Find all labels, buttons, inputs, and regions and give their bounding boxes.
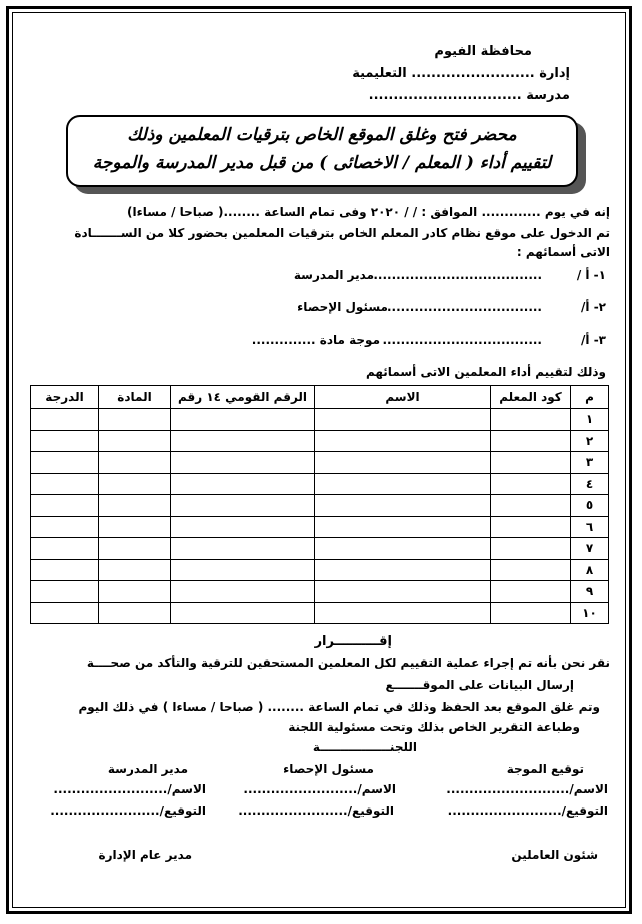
cell-teacher-code[interactable] — [491, 602, 571, 624]
attendee-2-dots: .................................. — [387, 300, 542, 314]
cell-grade[interactable] — [31, 473, 99, 495]
declaration-line-1: نقر نحن بأنه تم إجراء عملية التقييم لكل المعلمين المستحقين للترقية والتأكد من صحــــة — [86, 656, 610, 670]
cell-subject[interactable] — [99, 430, 171, 452]
cell-name[interactable] — [315, 581, 491, 603]
cell-national-id[interactable] — [171, 538, 315, 560]
title-box — [66, 115, 578, 187]
cell-name[interactable] — [315, 602, 491, 624]
declaration-line-2: إرسال البيانات على الموقـــــــع — [385, 678, 574, 692]
footer-general-director: مدير عام الإدارة — [98, 848, 192, 862]
signature-supervisor-sign[interactable]: التوقيع/......................... — [447, 804, 608, 818]
header-national-id: الرقم القومي ١٤ رقم — [171, 386, 315, 409]
cell-teacher-code[interactable] — [491, 538, 571, 560]
header-teacher-code: كود المعلم — [491, 386, 571, 409]
row-number: ١٠ — [571, 602, 609, 624]
cell-national-id[interactable] — [171, 602, 315, 624]
cell-subject[interactable] — [99, 602, 171, 624]
cell-subject[interactable] — [99, 538, 171, 560]
row-number: ٨ — [571, 559, 609, 581]
table-row — [31, 495, 609, 517]
header-subject: المادة — [99, 386, 171, 409]
header-grade: الدرجة — [31, 386, 99, 409]
table-row — [31, 409, 609, 431]
cell-grade[interactable] — [31, 409, 99, 431]
signature-supervisor-title: توقيع الموجة — [506, 762, 584, 776]
row-number: ٤ — [571, 473, 609, 495]
attendee-3-number: ٣- أ/ — [581, 333, 606, 347]
cell-national-id[interactable] — [171, 559, 315, 581]
cell-teacher-code[interactable] — [491, 495, 571, 517]
teachers-table — [30, 385, 609, 624]
cell-subject[interactable] — [99, 495, 171, 517]
table-row — [31, 516, 609, 538]
attendee-1-number: ١- أ / — [576, 268, 606, 282]
signature-statistics-sign[interactable]: التوقيع/........................ — [238, 804, 394, 818]
attendee-3-role: موجة مادة .............. — [251, 333, 380, 347]
attendee-2-number: ٢- أ/ — [581, 300, 606, 314]
cell-subject[interactable] — [99, 559, 171, 581]
declaration-line-3: وتم غلق الموقع بعد الحفظ وذلك في تمام الساعة ........ ( صباحا / مساءا ) في ذلك اليوم — [78, 700, 600, 714]
attendee-1-dots: ..................................... — [373, 268, 542, 282]
declaration-heading: إقــــــــــرار — [314, 634, 392, 649]
cell-grade[interactable] — [31, 538, 99, 560]
cell-grade[interactable] — [31, 581, 99, 603]
cell-national-id[interactable] — [171, 581, 315, 603]
cell-national-id[interactable] — [171, 430, 315, 452]
cell-subject[interactable] — [99, 452, 171, 474]
table-row — [31, 430, 609, 452]
cell-grade[interactable] — [31, 602, 99, 624]
signature-principal-title: مدير المدرسة — [107, 762, 188, 776]
cell-teacher-code[interactable] — [491, 452, 571, 474]
cell-grade[interactable] — [31, 452, 99, 474]
row-number: ٦ — [571, 516, 609, 538]
attendee-1-role: مدير المدرسة — [293, 268, 374, 282]
table-row — [31, 538, 609, 560]
footer-personnel-affairs: شئون العاملين — [511, 848, 598, 862]
row-number: ٩ — [571, 581, 609, 603]
table-row — [31, 581, 609, 603]
cell-subject[interactable] — [99, 473, 171, 495]
signature-statistics-title: مسئول الإحصاء — [283, 762, 374, 776]
table-row — [31, 452, 609, 474]
cell-national-id[interactable] — [171, 473, 315, 495]
cell-grade[interactable] — [31, 430, 99, 452]
cell-teacher-code[interactable] — [491, 409, 571, 431]
cell-subject[interactable] — [99, 581, 171, 603]
table-header-row — [31, 386, 609, 409]
header-name: الاسم — [315, 386, 491, 409]
cell-name[interactable] — [315, 559, 491, 581]
attendee-2-role: مسئول الإحصاء — [297, 300, 388, 314]
cell-grade[interactable] — [31, 559, 99, 581]
declaration-line-4: وطباعة التقرير الخاص بذلك وتحت مسئولية اللجنة — [288, 720, 580, 734]
title-line-1: محضر فتح وغلق الموقع الخاص بترقيات المعلمين وذلك — [127, 125, 517, 145]
cell-subject[interactable] — [99, 516, 171, 538]
row-number: ٧ — [571, 538, 609, 560]
cell-subject[interactable] — [99, 409, 171, 431]
cell-grade[interactable] — [31, 495, 99, 517]
cell-grade[interactable] — [31, 516, 99, 538]
school-label: مدرسة ............................... — [368, 88, 570, 103]
table-intro: وذلك لتقييم أداء المعلمين الاتى أسمائهم — [365, 365, 606, 379]
intro-line-1: إنه في يوم ............. الموافق : / / ٢٠٢٠ وفى تمام الساعة ........( صباحا / مساءا) — [127, 205, 610, 219]
cell-teacher-code[interactable] — [491, 473, 571, 495]
cell-national-id[interactable] — [171, 409, 315, 431]
row-number: ٣ — [571, 452, 609, 474]
intro-line-3: الاتى أسمائهم : — [516, 245, 610, 259]
cell-national-id[interactable] — [171, 495, 315, 517]
signature-principal-sign[interactable]: التوقيع/........................ — [50, 804, 206, 818]
row-number: ٥ — [571, 495, 609, 517]
intro-line-2: تم الدخول على موقع نظام كادر المعلم الخاص بترقيات المعلمين بحضور كلا من الســـــــادة — [74, 226, 610, 240]
header-index: م — [571, 386, 609, 409]
table-row — [31, 559, 609, 581]
cell-teacher-code[interactable] — [491, 430, 571, 452]
cell-name[interactable] — [315, 516, 491, 538]
cell-name[interactable] — [315, 495, 491, 517]
cell-name[interactable] — [315, 473, 491, 495]
cell-name[interactable] — [315, 452, 491, 474]
cell-teacher-code[interactable] — [491, 581, 571, 603]
cell-national-id[interactable] — [171, 516, 315, 538]
cell-name[interactable] — [315, 538, 491, 560]
row-number: ١ — [571, 409, 609, 431]
signature-principal-name[interactable]: الاسم/......................... — [53, 782, 206, 796]
title-line-2: لتقييم أداء ( المعلم / الاخصائى ) من قبل مدير المدرسة والموجة — [92, 153, 552, 173]
signature-statistics-name[interactable]: الاسم/......................... — [243, 782, 396, 796]
governorate-label: محافظة الفيوم — [434, 44, 532, 59]
administration-label: إدارة ......................... التعليمية — [352, 66, 570, 81]
signature-supervisor-name[interactable]: الاسم/........................... — [446, 782, 608, 796]
cell-teacher-code[interactable] — [491, 516, 571, 538]
cell-teacher-code[interactable] — [491, 559, 571, 581]
attendee-3-dots: ................................... — [382, 333, 542, 347]
cell-national-id[interactable] — [171, 452, 315, 474]
cell-name[interactable] — [315, 409, 491, 431]
table-row — [31, 602, 609, 624]
row-number: ٢ — [571, 430, 609, 452]
cell-name[interactable] — [315, 430, 491, 452]
committee-heading: اللجنـــــــــــــــــة — [312, 740, 417, 754]
table-row — [31, 473, 609, 495]
